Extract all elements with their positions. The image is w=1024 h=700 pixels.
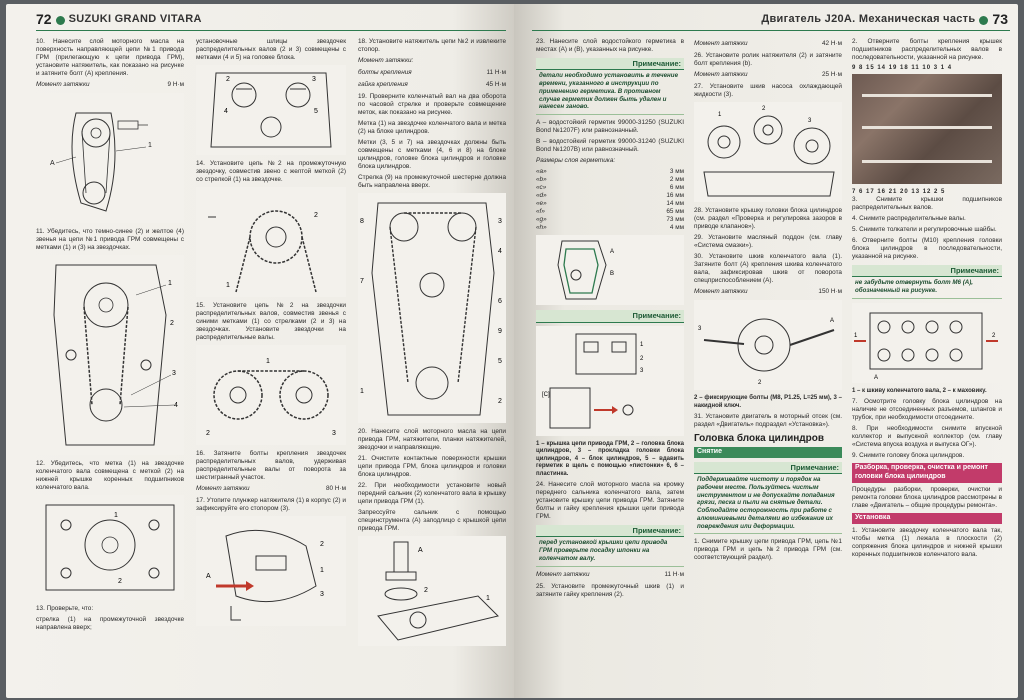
step-17: 17. Утопите плунжер натяжителя (1) в корпус (2) и зафиксируйте его стопором (3). — [196, 497, 346, 512]
svg-text:3: 3 — [808, 118, 812, 124]
left-column-2 — [196, 38, 346, 631]
sealant-size-row: «h» 4 мм — [536, 224, 684, 232]
sealant-size-row: «a» 3 мм — [536, 168, 684, 176]
note-heading: Примечание: — [694, 462, 842, 474]
tensioner-figure — [36, 93, 184, 223]
note-text: перед установкой крышки цепи привода ГРМ проверьте посадку шпонки на коленчатом валу. — [536, 537, 684, 566]
camshaft-slots-figure — [196, 65, 346, 155]
removal-step-7: 7. Осмотрите головку блока цилиндров на наличие не отсоединенных разъемов, шлангов и трубок, при необходимости отсоедините. — [852, 398, 1002, 422]
page-number: 72 — [36, 11, 52, 28]
svg-text:A: A — [874, 374, 879, 381]
svg-text:8: 8 — [360, 218, 364, 225]
step-14: 14. Установите цепь №2 на промежуточную звездочку, совместив звено с желтой меткой (2) со стрелкой (1) на звездочке. — [196, 160, 346, 183]
sizes-label: Размеры слоя герметика: — [536, 157, 616, 165]
sealant-pattern-figure — [536, 235, 684, 305]
removal-step-4: 4. Снимите распределительные валы. — [852, 215, 966, 222]
svg-text:4: 4 — [224, 108, 228, 115]
svg-text:2: 2 — [992, 332, 996, 339]
note-heading: Примечание: — [536, 310, 684, 322]
timing-alignment-figure — [358, 193, 506, 423]
right-page — [514, 4, 1018, 698]
step-16: 16. Затяните болты крепления звездочек распределительных валов, удерживая распределительные валы от поворота за шестигранный участок. — [196, 450, 346, 481]
step-23: 23. Нанесите слой водостойкого герметика в местах (A) и (B), указанных на рисунке. — [536, 38, 684, 53]
install-step-1: 1. Установите звездочку коленчатого вала так, чтобы метка (1) лежала в плоскости (2) сопряжения блока цилиндров и нижней крышки коренных подшипников коленчатого вала. — [852, 526, 1002, 558]
svg-text:3: 3 — [640, 367, 644, 374]
torque-row: болты крепления 11 Н·м — [358, 69, 506, 76]
idler-chain-figure — [196, 187, 346, 297]
step-13: 13. Проверьте, что: — [36, 605, 94, 612]
sealant-size-row: «g» 73 мм — [536, 216, 684, 224]
step-21: 21. Очистите контактные поверхности крышки цепи привода ГРМ, блока цилиндров и головки блока цилиндров. — [358, 455, 506, 478]
svg-text:2: 2 — [206, 430, 210, 437]
torque-row: гайка крепления 45 Н·м — [358, 81, 506, 88]
step-10: 10. Нанесите слой моторного масла на поверхность направляющей цепи №1 привода ГРМ (прилегающую к цепи привода ГРМ), установите натяжитель, как показано на рисунке и затяните болт (A) крепления. — [36, 38, 184, 77]
step-31: 31. Установите двигатель в моторный отсек (см. раздел «Двигатель» подраздел «Установка»). — [694, 413, 842, 428]
svg-text:1: 1 — [148, 142, 152, 149]
step-22-a: Запрессуйте сальник с помощью специнструмента (A) заподлицо с крышкой цепи привода ГРМ. — [358, 509, 506, 532]
step-15: 15. Установите цепь №2 на звездочки распределительных валов, совместив звенья с синими метками (1) со стрелками (2 и 3) на звездочках. Установите звездочки на распределительные валы. — [196, 302, 346, 341]
svg-text:5: 5 — [498, 358, 502, 365]
svg-text:7: 7 — [360, 278, 364, 285]
step-19-c: Стрелка (9) на промежуточной шестерне должна быть направлена вверх. — [358, 174, 506, 189]
photo-label-row: 7 6 17 16 21 20 13 12 2 5 — [852, 188, 946, 195]
removal-step-9: 9. Снимите головку блока цилиндров. — [852, 452, 965, 460]
figure-caption: 2 – фиксирующие болты (M8, P1.25, L=25 мм), 3 – накидной ключ. — [694, 395, 842, 409]
left-column-3 — [358, 38, 506, 651]
svg-text:3: 3 — [698, 326, 702, 332]
removal-step-8: 8. При необходимости снимите впускной коллектор и выпускной коллектор (см. главу «Система впуска воздуха и выпуска ОГ»). — [852, 425, 1002, 449]
note-text: Поддерживайте чистоту и порядок на рабочем месте. Пользуйтесь чистым инструментом и не допускайте попадания грязи, песка и пыли на снятые детали. Соблюдайте осторожность при работе с алюминиевыми деталями во избежание их повреждения или деформации. — [694, 474, 842, 534]
step-26: 26. Установите ролик натяжителя (2) и затяните болт крепления (b). — [694, 52, 842, 67]
svg-text:4: 4 — [174, 402, 178, 409]
step-19-a: Метка (1) на звездочке коленчатого вала и метка (2) на блоке цилиндров. — [358, 120, 506, 135]
step-13-b: установочные шлицы звездочек распределительных валов (2 и 3) совмещены с метками (4 и 5) на головке блока. — [196, 38, 346, 61]
left-column-1 — [36, 38, 184, 635]
right-column-3 — [852, 38, 1002, 562]
step-11: 11. Убедитесь, что темно-синее (2) и желтое (4) звенья на цепи №1 привода ГРМ совмещены с метками (1) и (3) на звездочках. — [36, 228, 184, 251]
svg-text:2: 2 — [118, 578, 122, 585]
step-19-b: Метки (3, 5 и 7) на звездочках должны быть совмещены с метками (4, 6 и 8) на блоке цилиндров, головке блока цилиндров и головке блока цилиндров. — [358, 139, 506, 170]
svg-text:2: 2 — [170, 320, 174, 327]
torque-spec-24: Момент затяжки 11 Н·м — [536, 570, 684, 578]
svg-text:2: 2 — [320, 541, 324, 548]
torque-spec-25: Момент затяжки 42 Н·м — [694, 40, 842, 47]
svg-text:4: 4 — [498, 248, 502, 255]
removal-step-3: 3. Снимите крышки подшипников распределительных валов. — [852, 196, 1002, 211]
svg-text:A: A — [830, 318, 835, 324]
torque-spec-30: Момент затяжки 150 Н·м — [694, 288, 842, 295]
torque-spec-16: Момент затяжки 80 Н·м — [196, 485, 346, 492]
svg-text:3: 3 — [332, 430, 336, 437]
sealant-sizes-list — [536, 168, 684, 232]
svg-text:1: 1 — [486, 595, 490, 602]
step-29: 29. Установите масляный поддон (см. главу «Система смазки»). — [694, 234, 842, 249]
header-rule — [532, 30, 1010, 31]
pulleys-figure — [694, 102, 842, 202]
sealant-size-row: «f» 65 мм — [536, 208, 684, 216]
left-header — [36, 10, 506, 30]
gasket-figure — [536, 326, 684, 436]
removal-step-6: 6. Отверните болты (M10) крепления головки блока цилиндров в последовательности, указанной на рисунке. — [852, 237, 1002, 260]
note-text: детали необходимо установить в течение времени, указанного в инструкции по применению герметика. В противном случае герметик должен быть удален и нанесен заново. — [536, 70, 684, 115]
svg-text:1: 1 — [114, 512, 118, 519]
note-heading: Примечание: — [536, 58, 684, 70]
svg-text:2: 2 — [314, 212, 318, 219]
torque-label-18: Момент затяжки: — [358, 57, 414, 64]
step-30: 30. Установите шкив коленчатого вала (1). Затяните болт (A) крепления шкива коленчатого вала, зафиксировав шкив от поворота спецприспособлением (A). — [694, 253, 842, 284]
page-number: 73 — [992, 11, 1008, 28]
removal-step-2: 2. Отверните болты крепления крышек подшипников распределительных валов в последовательности, указанной на рисунке. — [852, 38, 1002, 61]
step-22: 22. При необходимости установите новый передний сальник (2) коленчатого вала в крышку цепи привода ГРМ (1). — [358, 482, 506, 505]
step-20: 20. Нанесите слой моторного масла на цепи привода ГРМ, натяжители, планки натяжителей, звездочки и направляющие. — [358, 428, 506, 451]
svg-text:2: 2 — [762, 106, 766, 112]
svg-text:1: 1 — [266, 358, 270, 365]
sealant-a: A – водостойкий герметик 99000-31250 (SUZUKI Bond №1207F) или равнозначный. — [536, 119, 684, 135]
svg-text:3: 3 — [320, 591, 324, 598]
sealant-size-row: «e» 14 мм — [536, 200, 684, 208]
sealant-size-row: «c» 6 мм — [536, 184, 684, 192]
camshaft-sprockets-figure — [196, 345, 346, 445]
svg-text:2: 2 — [424, 587, 428, 594]
install-section-bar: Установка — [852, 513, 1002, 524]
svg-text:3: 3 — [498, 218, 502, 225]
svg-text:1: 1 — [320, 567, 324, 574]
step-27: 27. Установите шкив насоса охлаждающей жидкости (3). — [694, 83, 842, 98]
svg-text:1: 1 — [718, 112, 722, 118]
brand-title: SUZUKI GRAND VITARA — [68, 13, 202, 26]
svg-text:9: 9 — [498, 328, 502, 335]
removal-step-1: 1. Снимите крышку цепи привода ГРМ, цепь №1 привода ГРМ и цепь №2 привода ГРМ (см. соответствующий раздел). — [694, 538, 842, 562]
svg-text:A: A — [418, 547, 423, 554]
svg-text:2: 2 — [498, 398, 502, 405]
crank-pulley-figure — [694, 300, 842, 390]
procedure-reference: Процедуры разборки, проверки, очистки и ремонта головки блока цилиндров рассмотрены в главе «Двигатель – общие процедуры ремонта». — [852, 485, 1002, 509]
svg-text:A: A — [610, 249, 615, 256]
svg-text:A: A — [206, 573, 211, 580]
svg-text:1: 1 — [640, 341, 644, 348]
camshaft-photo — [852, 74, 1002, 184]
removal-bar: Снятие — [694, 447, 842, 458]
note-heading: Примечание: — [852, 265, 1002, 277]
svg-text:3: 3 — [172, 370, 176, 377]
chain-marks-figure — [36, 255, 184, 455]
torque-spec-26: Момент затяжки 25 Н·м — [694, 71, 842, 78]
sealant-size-row: «d» 16 мм — [536, 192, 684, 200]
svg-text:1: 1 — [168, 280, 172, 287]
svg-text:1: 1 — [360, 388, 364, 395]
svg-text:2: 2 — [226, 76, 230, 83]
svg-text:5: 5 — [314, 108, 318, 115]
svg-text:2: 2 — [758, 380, 762, 386]
svg-text:B: B — [610, 271, 615, 278]
right-column-2 — [694, 38, 842, 565]
bullet-icon — [979, 16, 988, 25]
svg-text:3: 3 — [312, 76, 316, 83]
left-page — [6, 4, 514, 698]
step-13-a: стрелка (1) на промежуточной звездочке направлена вверх; — [36, 616, 184, 631]
head-bolt-sequence-figure — [852, 303, 1002, 383]
repair-section-bar: Разборка, проверка, очистка и ремонт головки блока цилиндров — [852, 463, 1002, 483]
sealant-size-row: «b» 2 мм — [536, 176, 684, 184]
step-12: 12. Убедитесь, что метка (1) на звездочке коленчатого вала совмещена с меткой (2) на нижней крышке коренных подшипников коленчатого вала. — [36, 460, 184, 491]
photo-label-row: 9 8 15 14 19 18 11 10 3 1 4 — [852, 65, 953, 71]
removal-step-5: 5. Снимите толкатели и регулировочные шайбы. — [852, 226, 997, 233]
figure-caption: 1 – крышка цепи привода ГРМ, 2 – головка блока цилиндров, 3 – прокладка головки блока цилиндров, 4 – блок цилиндров, 5 – вдавить герметик в щель с помощью «пистонки» 6, 6 – пластинка. — [536, 440, 684, 477]
header-rule — [36, 30, 506, 31]
svg-text:6: 6 — [498, 298, 502, 305]
section-heading: Головка блока цилиндров — [694, 433, 824, 444]
figure-caption: 1 – к шкиву коленчатого вала, 2 – к маховику. — [852, 387, 987, 394]
note-text: не забудьте отвернуть болт M6 (A), обозначенный на рисунке. — [852, 277, 1002, 299]
step-24: 24. Нанесите слой моторного масла на кромку переднего сальника коленчатого вала, затем установите крышку цепи привода ГРМ. Затяните болты и гайку крепления крышки цепи привода ГРМ. — [536, 481, 684, 520]
torque-spec: Момент затяжки 9 Н·м — [36, 81, 184, 88]
step-19: 19. Проверните коленчатый вал на два оборота по часовой стрелке и проверьте совмещение меток, как показано на рисунке. — [358, 93, 506, 116]
right-column-1 — [536, 38, 684, 602]
svg-text:A: A — [50, 160, 55, 167]
note-heading: Примечание: — [536, 525, 684, 537]
svg-text:[C]: [C] — [542, 391, 550, 398]
step-25: 25. Установите промежуточный шкив (1) и затяните гайку крепления (2). — [536, 582, 684, 598]
seal-install-figure — [358, 536, 506, 646]
right-header — [524, 10, 1008, 30]
svg-text:1: 1 — [226, 282, 230, 289]
step-28: 28. Установите крышку головки блока цилиндров (см. раздел «Проверка и регулировка зазоров в приводе клапанов»). — [694, 207, 842, 230]
sealant-b: B – водостойкий герметик 99000-31240 (SUZUKI Bond №1207B) или равнозначный. — [536, 138, 684, 154]
step-18: 18. Установите натяжитель цепи №2 и извлеките стопор. — [358, 38, 506, 53]
tensioner-plunger-figure — [196, 516, 346, 626]
chapter-title: Двигатель J20A. Механическая часть — [761, 13, 976, 26]
svg-text:1: 1 — [854, 332, 858, 339]
svg-text:2: 2 — [640, 355, 644, 362]
bullet-icon — [56, 16, 65, 25]
crank-mark-figure — [36, 495, 184, 600]
